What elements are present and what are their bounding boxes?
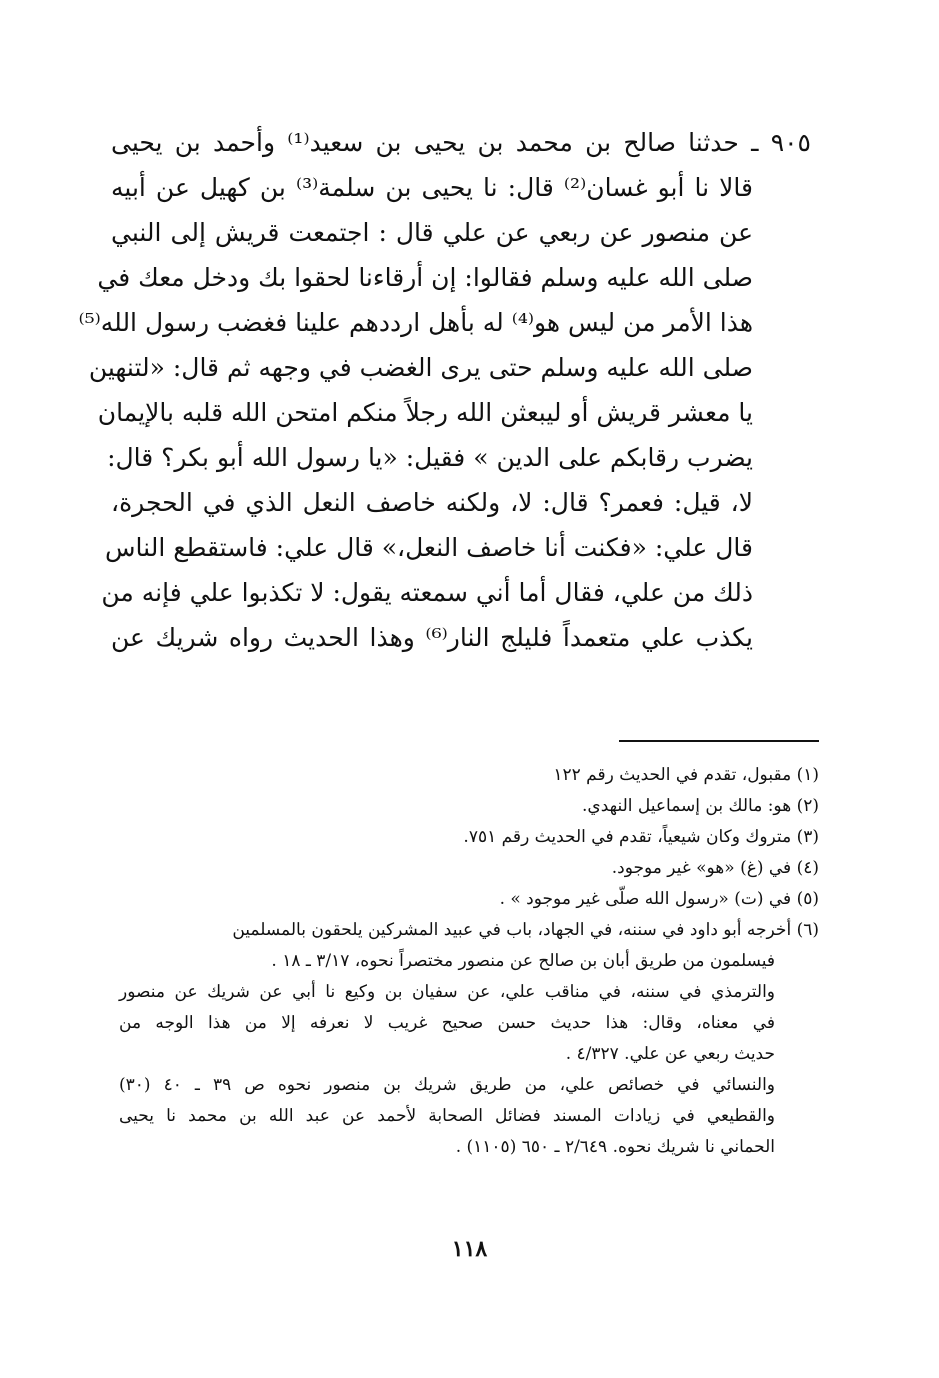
footnote: (٦) أخرجه أبو داود في سننه، في الجهاد، باب في عبيد المشركين يلحقون بالمسلمين <box>232 920 819 940</box>
hadith-text <box>78 120 811 660</box>
hadith-line: عن منصور عن ربعي عن علي قال : اجتمعت قريش إلى النبي <box>111 218 753 247</box>
footnote: (٣) متروك وكان شيعياً، تقدم في الحديث رقم ٧٥١. <box>463 827 819 847</box>
footnote-separator <box>619 740 819 742</box>
hadith-line: صلى الله عليه وسلم حتى يرى الغضب في وجهه ثم قال: «لتنهين <box>88 353 753 382</box>
footnote: (٢) هو: مالك بن إسماعيل النهدي. <box>582 796 819 816</box>
hadith-line: يضرب رقابكم على الدين » فقيل: «يا رسول الله أبو بكر؟ قال: <box>107 443 753 472</box>
hadith-line: يكذب علي متعمداً فليلج النار⁽⁶⁾ وهذا الحديث رواه شريك عن <box>111 623 753 652</box>
hadith-line: قالا نا أبو غسان⁽²⁾ قال: نا يحيى بن سلمة⁽³⁾ بن كهيل عن أبيه <box>111 173 753 202</box>
footnote: (١) مقبول، تقدم في الحديث رقم ١٢٢ <box>553 765 819 785</box>
footnote: (٤) في (غ) «هو» غير موجود. <box>611 858 819 878</box>
page-number: ١١٨ <box>451 1236 488 1262</box>
hadith-line: ذلك من علي، فقال أما أني سمعته يقول: لا تكذبوا علي فإنه من <box>101 578 753 607</box>
footnote-continuation-line: فيسلمون من طريق أبان بن صالح عن منصور مختصراً نحوه، ٣/١٧ ـ ١٨ . <box>271 951 775 971</box>
footnote-continuation-line: حديث ربعي عن علي. ٤/٣٢٧ . <box>565 1044 775 1064</box>
hadith-line: قال علي: «فكنت أنا خاصف النعل،» قال علي: فاستقطع الناس <box>105 533 753 562</box>
footnotes <box>119 760 819 1163</box>
footnote-continuation-line: والنسائي في خصائص علي، من طريق شريك بن منصور نحوه ص ٣٩ ـ ٤٠ (٣٠) <box>119 1075 776 1095</box>
hadith-line: لا، قيل: فعمر؟ قال: لا، ولكنه خاصف النعل الذي في الحجرة، <box>111 488 753 517</box>
hadith-line: يا معشر قريش أو ليبعثن الله رجلاً منكم امتحن الله قلبه بالإيمان <box>97 398 753 427</box>
hadith-line: صلى الله عليه وسلم فقالوا: إن أرقاءنا لحقوا بك ودخل معك في <box>97 263 753 292</box>
hadith-line: هذا الأمر من ليس هو⁽⁴⁾ له بأهل اردد‌هم علينا فغضب رسول الله⁽⁵⁾ <box>78 308 753 337</box>
footnote: (٥) في (ت) «رسول الله صلّى غير موجود » . <box>499 889 819 909</box>
hadith-line: ٩٠٥ ـ حدثنا صالح بن محمد بن يحيى بن سعيد⁽¹⁾ وأحمد بن يحيى <box>111 128 811 157</box>
footnote-continuation-line: في معناه، وقال: هذا حديث حسن صحيح غريب لا نعرفه إلا من هذا الوجه من <box>119 1013 775 1033</box>
footnote-continuation-line: والقطيعي في زيادات المسند فضائل الصحابة لأحمد عن عبد الله بن محمد نا يحيى <box>119 1106 775 1126</box>
footnote-continuation-line: والترمذي في سننه، في مناقب علي، عن سفيان بن وكيع نا أبي عن شريك عن منصور <box>119 982 775 1002</box>
footnote-continuation-line: الحماني نا شريك نحوه. ٢/٦٤٩ ـ ٦٥٠ (١١٠٥) . <box>455 1137 775 1157</box>
